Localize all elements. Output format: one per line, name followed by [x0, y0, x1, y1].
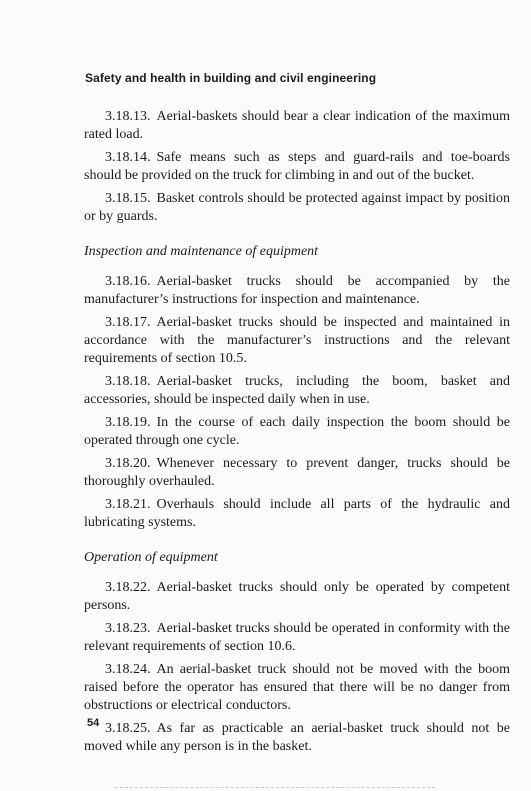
paragraph-3-18-22: [84, 579, 510, 615]
page-number: 54: [87, 717, 100, 729]
paragraph-3-18-16: [84, 273, 510, 309]
paragraph-number: 3.18.16.: [105, 274, 151, 289]
paragraph-number: 3.18.25.: [105, 721, 151, 736]
paragraph-text: Whenever necessary to prevent danger, trucks should be thoroughly overhauled.: [84, 456, 510, 489]
section-heading-inspection: Inspection and maintenance of equipment: [84, 244, 319, 259]
paragraph-number: 3.18.14.: [105, 150, 151, 165]
paragraph-text: As far as practicable an aerial-basket truck should not be moved while any person is in the basket.: [84, 721, 510, 754]
paragraph-number: 3.18.22.: [105, 580, 151, 595]
paragraph-3-18-15: [84, 190, 510, 226]
scan-edge-divider: [115, 787, 435, 788]
paragraph-number: 3.18.20.: [105, 456, 151, 471]
paragraph-text: Aerial-basket trucks, including the boom, basket and accessories, should be inspected daily when in use.: [84, 374, 510, 407]
paragraph-3-18-19: [84, 414, 510, 450]
paragraph-3-18-14: [84, 149, 510, 185]
paragraph-3-18-23: [84, 620, 510, 656]
paragraph-text: Aerial-basket trucks should be operated in conformity with the relevant requirements of section 10.6.: [84, 621, 510, 654]
paragraph-text: Aerial-basket trucks should be accompanied by the manufacturer’s instructions for inspection and maintenance.: [84, 274, 510, 307]
paragraph-number: 3.18.19.: [105, 415, 151, 430]
paragraph-text: Aerial-basket trucks should be inspected and maintained in accordance with the manufacturer’s instructions and the relevant requirements of section 10.5.: [84, 315, 510, 366]
paragraph-text: In the course of each daily inspection the boom should be operated through one cycle.: [84, 415, 510, 448]
paragraph-text: Overhauls should include all parts of the hydraulic and lubricating systems.: [84, 497, 510, 530]
paragraph-number: 3.18.24.: [105, 662, 151, 677]
paragraph-text: An aerial-basket truck should not be moved with the boom raised before the operator has ensured that there will be no danger from obstructions or electrical conductors.: [84, 662, 510, 713]
paragraph-text: Aerial-baskets should bear a clear indication of the maximum rated load.: [84, 109, 510, 142]
paragraph-number: 3.18.13.: [105, 109, 151, 124]
paragraph-3-18-24: [84, 661, 510, 715]
paragraph-text: Basket controls should be protected against impact by position or by guards.: [84, 191, 510, 224]
paragraph-3-18-18: [84, 373, 510, 409]
page-body: [84, 108, 510, 761]
paragraph-text: Aerial-basket trucks should only be operated by competent persons.: [84, 580, 510, 613]
paragraph-number: 3.18.23.: [105, 621, 151, 636]
paragraph-3-18-25: [84, 720, 510, 756]
paragraph-3-18-13: [84, 108, 510, 144]
paragraph-number: 3.18.18.: [105, 374, 151, 389]
paragraph-number: 3.18.15.: [105, 191, 151, 206]
paragraph-3-18-21: [84, 496, 510, 532]
running-head: Safety and health in building and civil engineering: [85, 71, 377, 85]
paragraph-number: 3.18.21.: [105, 497, 151, 512]
paragraph-text: Safe means such as steps and guard-rails and toe-boards should be provided on the truck for climbing in and out of the bucket.: [84, 150, 510, 183]
paragraph-number: 3.18.17.: [105, 315, 151, 330]
paragraph-3-18-20: [84, 455, 510, 491]
paragraph-3-18-17: [84, 314, 510, 368]
section-heading-operation: Operation of equipment: [84, 550, 218, 565]
